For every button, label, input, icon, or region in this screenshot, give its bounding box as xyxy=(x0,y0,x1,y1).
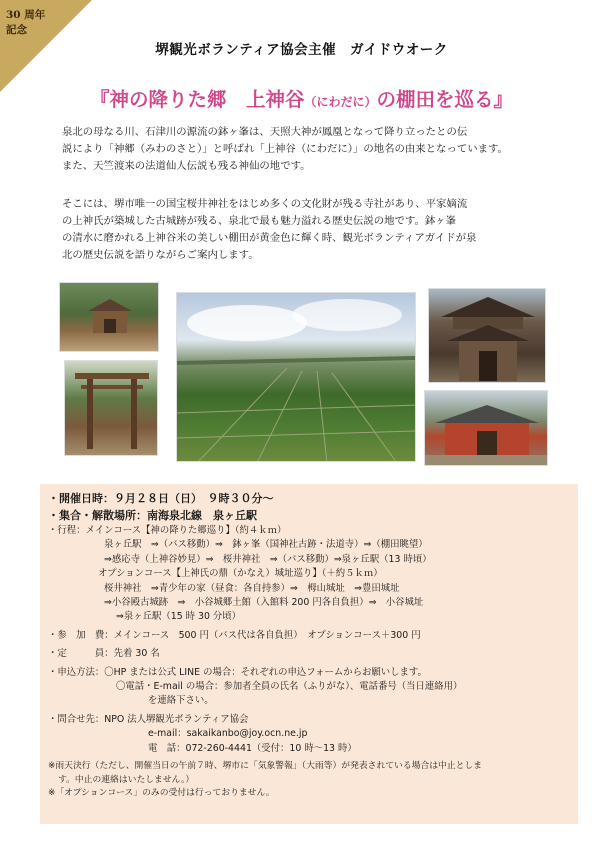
intro-line: そこには、堺市唯一の国宝桜井神社をはじめ多くの文化財が残る寺社があり、平家嫡流 xyxy=(62,198,468,210)
rain-note-2: す。中止の連絡はいたしません。） xyxy=(58,774,195,785)
contact-phone[interactable]: 電 話：072-260-4441（受付：10 時～13 時） xyxy=(148,742,357,754)
intro-line: の清水に磨かれる上神谷米の美しい棚田が黄金色に輝く時、観光ボランティアガイドが泉 xyxy=(62,232,477,244)
page-title xyxy=(0,84,603,112)
apply-method-1: ・申込方法：〇HP または公式 LINE の場合：それぞれの申込フォームからお願いします。 xyxy=(48,666,427,678)
event-date: ・開催日時：９月２８日（日） ９時３０分～ xyxy=(48,492,274,505)
participation-fee: ・参 加 費：メインコース 500 円（バス代は各自負担） オプションコース＋300 円 xyxy=(48,629,421,641)
event-info-box xyxy=(40,484,578,824)
route-option-line-2: ⇒小谷殿古城跡 ⇒ 小谷城郷土館（入館料 200 円各自負担）⇒ 小谷城址 xyxy=(104,597,424,609)
meeting-place: ・集合・解散場所：南海泉北線 泉ヶ丘駅 xyxy=(48,509,257,522)
contact-email[interactable]: e-mail：sakaikanbo@joy.ocn.ne.jp xyxy=(148,728,308,740)
intro-line: 泉北の母なる川、石津川の源流の鉢ヶ峯は、天照大神が鳳凰となって降り立ったとの伝 xyxy=(62,126,468,138)
route-main-line-1: 泉ヶ丘駅 ⇒（バス移動）⇒ 鉢ヶ峯（国神社古跡・法道寺）⇒（棚田眺望） xyxy=(104,539,428,551)
intro-line: 北の歴史伝説を語りながらご案内します。 xyxy=(62,249,259,261)
title-part1: 『神の降りた郷 上神谷 xyxy=(89,88,305,111)
title-part2: の棚田を巡る』 xyxy=(376,88,514,111)
rain-note-1: ※雨天決行（ただし、開催当日の午前７時、堺市に「気象警報」（大雨等）が発表されている場合は中止としま xyxy=(48,761,483,772)
anniversary-badge xyxy=(6,8,45,38)
intro-paragraph-1 xyxy=(62,124,582,175)
route-option-line-3: ⇒泉ヶ丘駅（15 時 30 分頃） xyxy=(116,611,242,623)
route-main-label: ・行程：メインコース【神の降りた郷巡り】（約４ｋｍ） xyxy=(48,525,287,536)
shrine-photo xyxy=(59,282,159,352)
temple-gate-photo xyxy=(428,288,546,383)
rice-terraces-photo xyxy=(176,292,416,462)
route-main-line-2: ⇒感応寺（上神谷妙見）⇒ 桜井神社 ⇒（バス移動）⇒泉ヶ丘駅（13 時頃） xyxy=(104,553,432,565)
apply-method-3: を連絡下さい。 xyxy=(148,695,214,707)
temple-illustration xyxy=(425,391,548,466)
route-option-label: オプションコース【上神氏の鼎（かなえ）城址巡り】（＋約５ｋｍ） xyxy=(98,568,383,580)
apply-method-2: 〇電話・E-mail の場合：参加者全員の氏名（ふりがな）、電話番号（当日連絡用） xyxy=(116,681,463,693)
anniversary-line1: 30 周年 xyxy=(6,9,46,21)
temple-hall-photo xyxy=(424,390,548,466)
intro-paragraph-2 xyxy=(62,196,582,264)
anniversary-line2: 記念 xyxy=(6,24,27,36)
route-option-line-1: 桜井神社 ⇒青少年の家（昼食：各自持参）⇒ 栂山城址 ⇒豊田城址 xyxy=(104,582,400,594)
intro-line: 説により「神郷（みわのさと）」と呼ばれ「上神谷（にわだに）」の地名の由来となっています。 xyxy=(62,143,508,155)
intro-line: の上神氏が築城した古城跡が残る、泉北で最も魅力溢れる歴史伝説の地です。鉢ヶ峯 xyxy=(62,215,457,227)
torii-illustration xyxy=(65,361,158,456)
capacity: ・定 員：先着 30 名 xyxy=(48,648,160,660)
title-reading: （にわだに） xyxy=(304,95,377,109)
terraces-illustration xyxy=(177,293,416,462)
option-note: ※「オプションコース」のみの受付は行っておりません。 xyxy=(48,788,275,799)
contact-label: ・問合せ先：NPO 法人堺観光ボランティア協会 xyxy=(48,713,249,725)
torii-photo xyxy=(64,360,158,456)
organizer-header: 堺観光ボランティア協会主催 ガイドウオーク xyxy=(155,42,448,58)
gate-illustration xyxy=(429,289,546,383)
intro-line: また、天竺渡来の法道仙人伝説も残る神仙の地です。 xyxy=(62,160,311,172)
shrine-illustration xyxy=(60,283,159,352)
